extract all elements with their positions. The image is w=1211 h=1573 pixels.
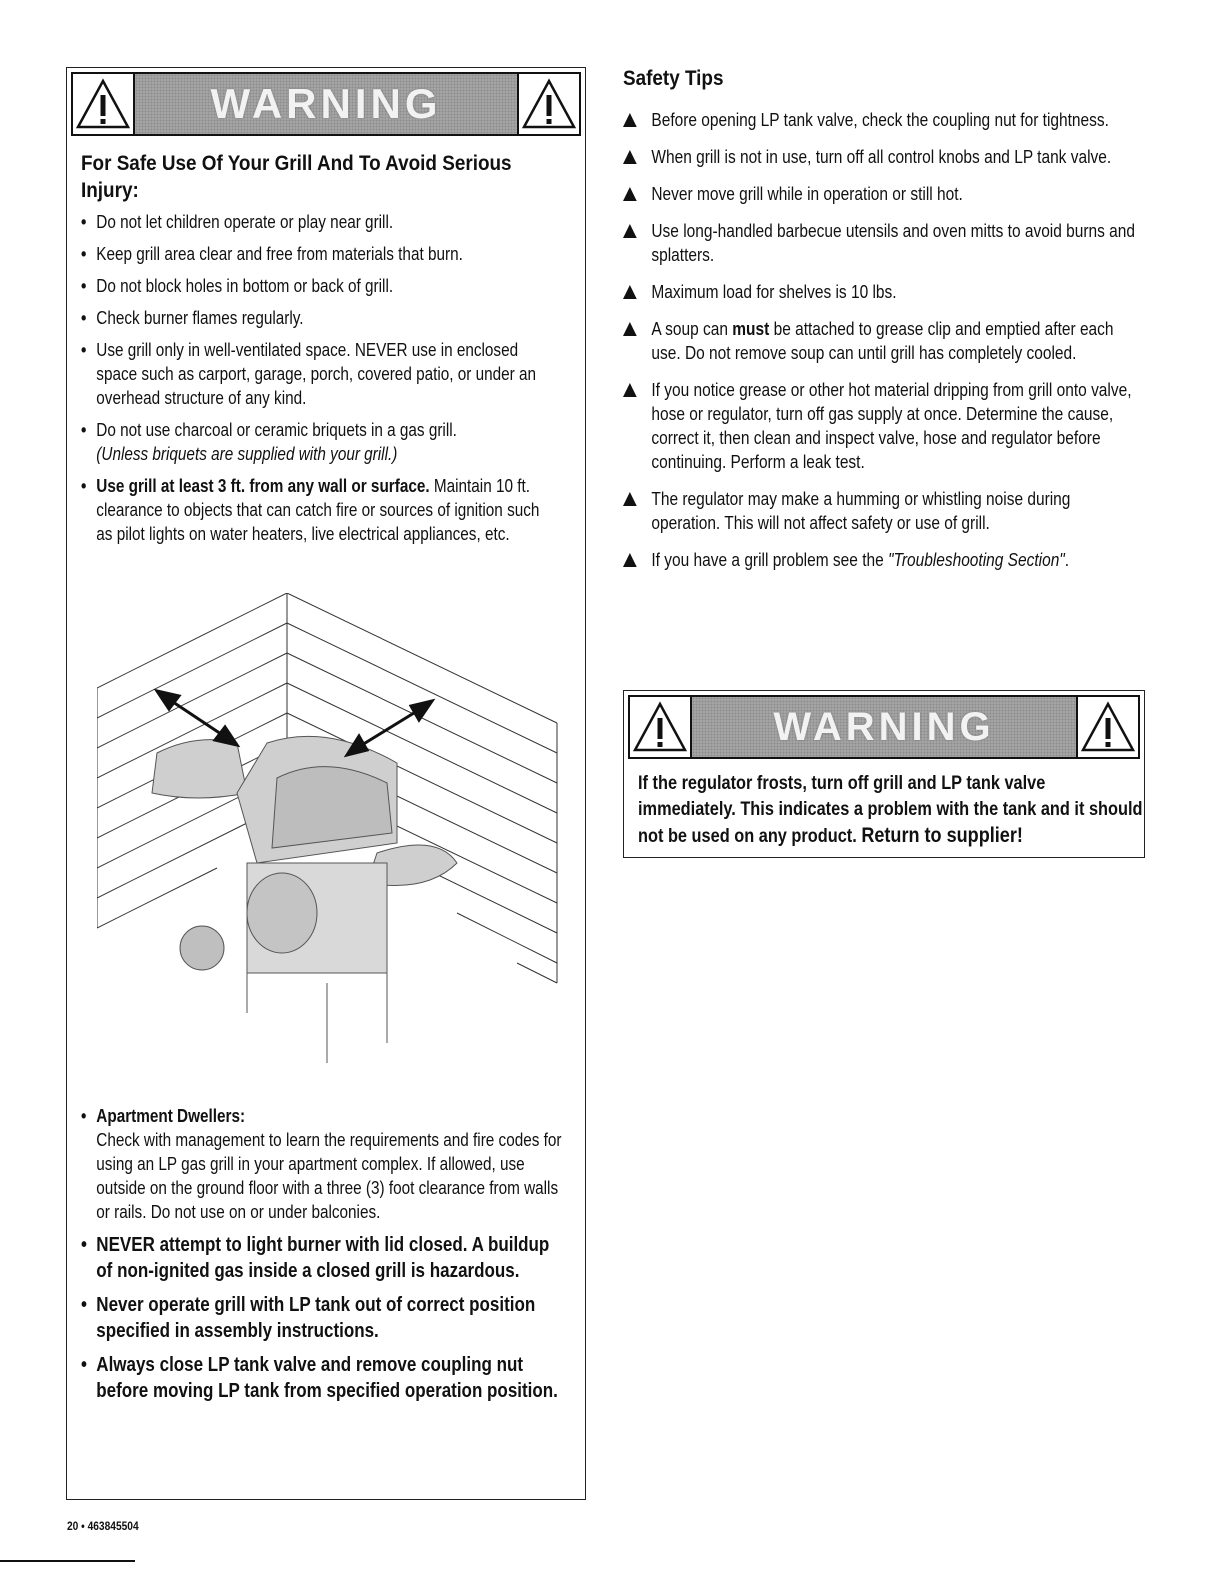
bottom-rule <box>0 1560 135 1562</box>
triangle-bullet-icon <box>623 224 637 238</box>
tip-text: Use long-handled barbecue utensils and oven mitts to avoid burns and splatters. <box>651 221 1136 265</box>
list-item <box>623 280 1139 304</box>
regulator-warning-text <box>638 771 1145 850</box>
trouble-text-pre: If you have a grill problem see the <box>651 550 889 570</box>
list-item: • Keep grill area clear and free from materials that burn. <box>81 242 557 266</box>
list-item: • Always close LP tank valve and remove coupling nut before moving LP tank from specified operation position. <box>81 1352 566 1404</box>
charcoal-note: (Unless briquets are supplied with your grill.) <box>96 444 398 464</box>
tip-text: Never move grill while in operation or still hot. <box>651 184 963 204</box>
safe-use-list <box>81 210 557 554</box>
apartment-heading: Apartment Dwellers: <box>96 1106 246 1126</box>
regulator-warning-return: Return to supplier! <box>861 824 1023 847</box>
list-item <box>623 317 1139 365</box>
list-item <box>623 487 1139 535</box>
charcoal-text: Do not use charcoal or ceramic briquets in a gas grill. <box>96 420 457 440</box>
warning-triangle-icon <box>628 695 692 759</box>
triangle-bullet-icon <box>623 322 637 336</box>
left-warning-panel <box>66 67 586 1500</box>
warning-banner <box>71 72 581 136</box>
page-number: 20 • 463845504 <box>67 1519 139 1533</box>
list-item: • Do not block holes in bottom or back of grill. <box>81 274 557 298</box>
triangle-bullet-icon <box>623 187 637 201</box>
list-item <box>623 145 1139 169</box>
triangle-bullet-icon <box>623 383 637 397</box>
list-item <box>623 548 1139 572</box>
triangle-bullet-icon <box>623 285 637 299</box>
list-item-apartment <box>81 1104 566 1224</box>
soup-text-post: be attached to grease clip and emptied after each use. Do not remove soup can until grill has completely cooled. <box>651 319 1114 363</box>
list-item: • Check burner flames regularly. <box>81 306 557 330</box>
trouble-text-italic: "Troubleshooting Section" <box>888 550 1065 570</box>
triangle-bullet-icon <box>623 150 637 164</box>
soup-text-pre: A soup can <box>651 319 733 339</box>
warning-bar <box>692 695 1076 759</box>
warning-bar <box>135 72 517 136</box>
list-item <box>623 219 1139 267</box>
tip-text: The regulator may make a humming or whistling noise during operation. This will not affect safety or use of grill. <box>651 489 1071 533</box>
safe-use-title: For Safe Use Of Your Grill And To Avoid Serious Injury: <box>81 152 512 202</box>
apartment-list <box>81 1104 566 1412</box>
apartment-text: Check with management to learn the requirements and fire codes for using an LP gas grill in your apartment complex. If allowed, use outside on the ground floor with a three (3) foot clearance from walls or rails. Do not use on or under balconies. <box>96 1130 562 1222</box>
distance-bold-text: Use grill at least 3 ft. from any wall or surface. <box>96 476 430 496</box>
warning-banner <box>628 695 1140 759</box>
warning-triangle-icon <box>517 72 581 136</box>
list-item: • NEVER attempt to light burner with lid closed. A buildup of non-ignited gas inside a closed grill is hazardous. <box>81 1232 566 1284</box>
safety-tips-list <box>623 108 1139 585</box>
list-item <box>623 378 1139 474</box>
tip-text: When grill is not in use, turn off all control knobs and LP tank valve. <box>651 147 1112 167</box>
warning-word: WARNING <box>773 704 995 749</box>
distance-text: Maintain 10 ft. clearance to objects that can catch fire or sources of ignition such as pilot lights on water heaters, live electrical appliances, etc. <box>96 476 540 544</box>
trouble-text-post: . <box>1064 550 1070 570</box>
tip-text: Maximum load for shelves is 10 lbs. <box>651 282 897 302</box>
list-item-charcoal <box>81 418 557 466</box>
list-item <box>623 182 1139 206</box>
warning-word: WARNING <box>210 80 442 127</box>
soup-text-bold: must <box>732 319 770 339</box>
triangle-bullet-icon <box>623 553 637 567</box>
tip-text: Before opening LP tank valve, check the coupling nut for tightness. <box>651 110 1109 130</box>
triangle-bullet-icon <box>623 492 637 506</box>
regulator-warning-body: If the regulator frosts, turn off grill and LP tank valve immediately. This indicates a problem with the tank and it should not be used on any product. <box>638 773 1143 847</box>
safety-tips-title: Safety Tips <box>623 67 724 90</box>
tip-text: If you notice grease or other hot material dripping from grill onto valve, hose or regulator, turn off gas supply at once. Determine the cause, correct it, then clean and inspect valve, hose and regulator before continuing. Perform a leak test. <box>651 380 1132 472</box>
list-item <box>623 108 1139 132</box>
warning-triangle-icon <box>1076 695 1140 759</box>
regulator-warning-panel <box>623 690 1145 858</box>
list-item: • Use grill only in well-ventilated space. NEVER use in enclosed space such as carport, garage, porch, covered patio, or under an overhead structure of any kind. <box>81 338 557 410</box>
grill-clearance-illustration <box>97 593 567 1063</box>
warning-triangle-icon <box>71 72 135 136</box>
list-item: • Do not let children operate or play near grill. <box>81 210 557 234</box>
list-item-distance <box>81 474 557 546</box>
list-item: • Never operate grill with LP tank out of correct position specified in assembly instructions. <box>81 1292 566 1344</box>
triangle-bullet-icon <box>623 113 637 127</box>
